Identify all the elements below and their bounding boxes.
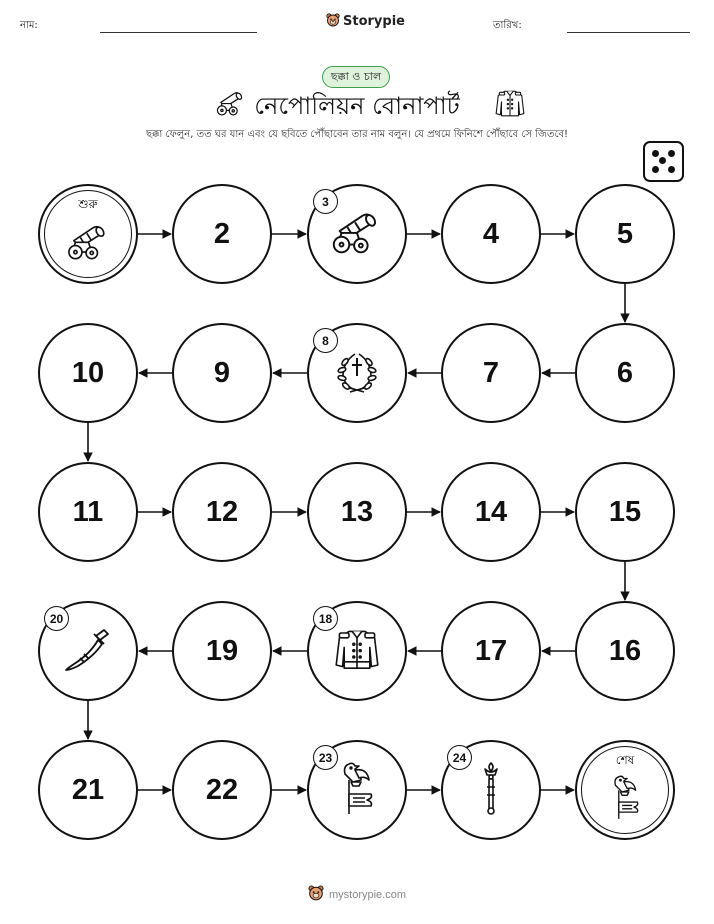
board-cell-6[interactable] [575, 323, 675, 423]
finish-cell[interactable] [575, 740, 675, 840]
board-cell-19[interactable] [172, 601, 272, 701]
cell-number: 12 [205, 495, 239, 528]
board-cell-4[interactable] [441, 184, 541, 284]
cell-number: 9 [213, 356, 231, 389]
instructions: ছক্কা ফেলুন, তত ঘর যান এবং যে ছবিতে পৌঁছাবেন তার নাম বলুন। যে প্রথমে ফিনিশে পৌঁছাবে সে জিতবে! [145, 129, 569, 140]
cell-number-tag: 18 [313, 606, 338, 631]
board-cell-11[interactable] [38, 462, 138, 562]
board-cell-23[interactable] [307, 740, 407, 840]
cell-number: 14 [474, 495, 508, 528]
activity-badge: ছক্কা ও চাল [322, 66, 390, 88]
footer-site[interactable]: mystorypie.com [328, 889, 407, 901]
board-cell-13[interactable] [307, 462, 407, 562]
cell-number-tag: 23 [313, 745, 338, 770]
sabre-icon [60, 624, 116, 678]
scepter-icon [479, 761, 503, 819]
board-cell-8[interactable] [307, 323, 407, 423]
cell-number-tag: 3 [313, 189, 338, 214]
date-label: তারিখ: [493, 20, 522, 31]
cell-number: 6 [616, 356, 634, 389]
military-jacket-icon [494, 88, 526, 122]
board-cell-20[interactable] [38, 601, 138, 701]
cell-number: 5 [616, 217, 634, 250]
board-cell-14[interactable] [441, 462, 541, 562]
board-cell-17[interactable] [441, 601, 541, 701]
brand-name: Storypie [343, 14, 405, 29]
board-cell-10[interactable] [38, 323, 138, 423]
cell-number-tag: 20 [44, 606, 69, 631]
dice-icon[interactable] [643, 141, 684, 182]
footer [0, 885, 714, 905]
cell-number-tag: 24 [447, 745, 472, 770]
cell-number: 21 [71, 773, 105, 806]
board-cell-2[interactable] [172, 184, 272, 284]
eagle-standard-icon [335, 760, 379, 820]
cell-number: 19 [205, 634, 239, 667]
board-cell-12[interactable] [172, 462, 272, 562]
board-cell-3[interactable] [307, 184, 407, 284]
name-label: নাম: [20, 20, 38, 31]
board-cell-16[interactable] [575, 601, 675, 701]
cell-number: 11 [72, 495, 104, 528]
cell-number: 22 [205, 773, 239, 806]
board-cell-18[interactable] [307, 601, 407, 701]
board-cell-22[interactable] [172, 740, 272, 840]
board-cell-21[interactable] [38, 740, 138, 840]
cell-number: 10 [71, 356, 105, 389]
board-cell-15[interactable] [575, 462, 675, 562]
bear-logo-icon [326, 12, 340, 31]
cell-number: 15 [608, 495, 642, 528]
board-cell-5[interactable] [575, 184, 675, 284]
start-cell[interactable] [38, 184, 138, 284]
page-title: নেপোলিয়ন বোনাপার্ট [254, 92, 460, 120]
cell-number: 17 [474, 634, 508, 667]
military-jacket-icon [333, 626, 381, 676]
start-label: শুরু [78, 197, 98, 211]
name-field[interactable] [100, 32, 257, 33]
cell-number: 13 [340, 495, 374, 528]
cell-number: 16 [608, 634, 642, 667]
cannon-icon [328, 209, 386, 259]
laurel-wreath-icon [335, 346, 379, 400]
cell-number: 2 [213, 217, 231, 250]
cell-number-tag: 8 [313, 328, 338, 353]
brand [326, 12, 405, 31]
board-cell-24[interactable] [441, 740, 541, 840]
date-field[interactable] [567, 32, 690, 33]
finish-label: শেষ [615, 753, 635, 767]
cell-number: 7 [482, 356, 500, 389]
board-cell-9[interactable] [172, 323, 272, 423]
board-cell-7[interactable] [441, 323, 541, 423]
bear-logo-icon [308, 885, 324, 905]
cell-number: 4 [482, 217, 500, 250]
